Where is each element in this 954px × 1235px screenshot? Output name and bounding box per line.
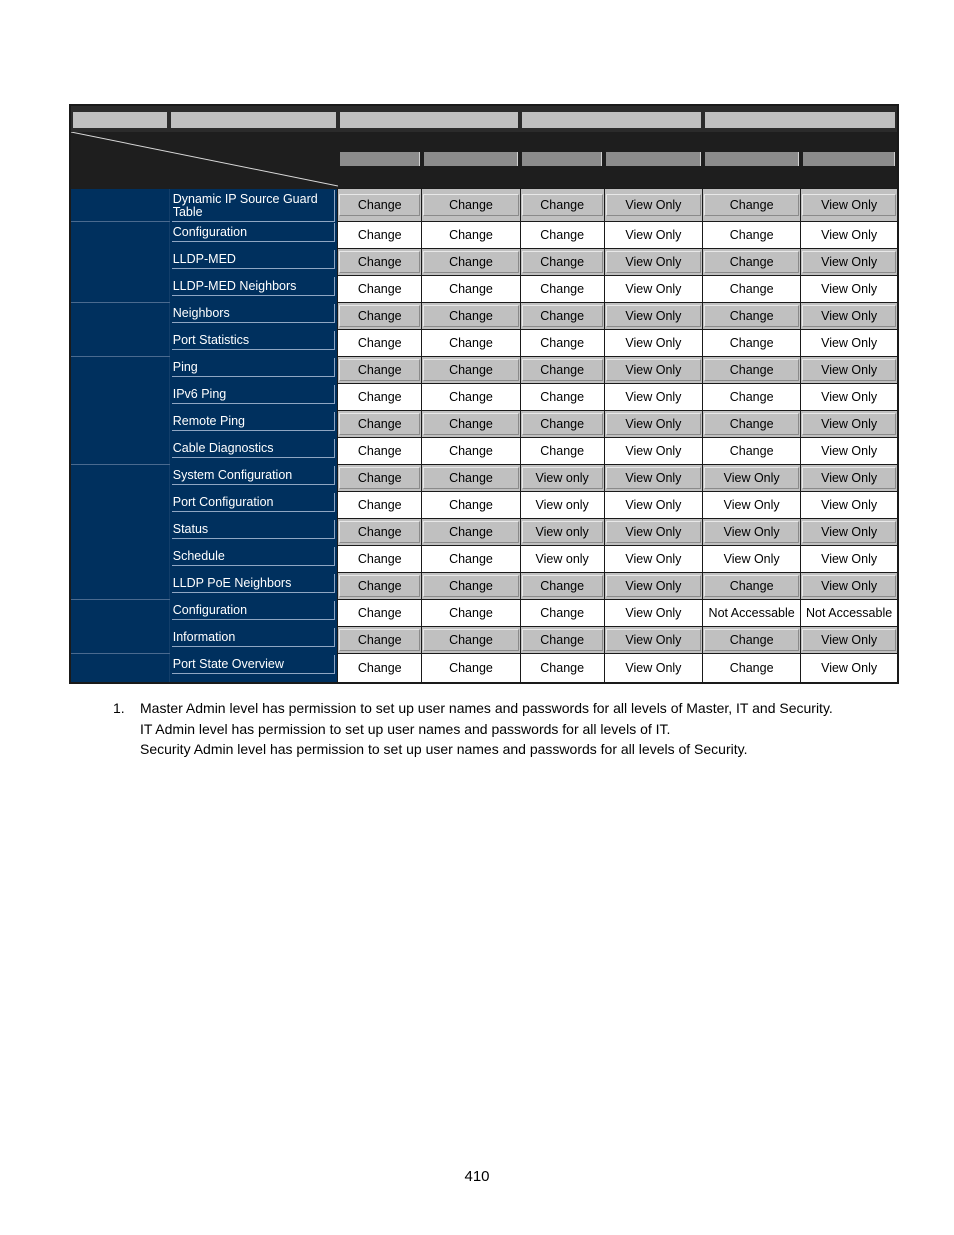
- permission-cell: [338, 276, 422, 303]
- permission-value: Change: [540, 660, 585, 675]
- feature-label: Port Statistics: [172, 331, 335, 350]
- permission-value: View Only: [704, 467, 799, 489]
- permission-cell: [338, 189, 422, 222]
- permission-cell: [703, 438, 801, 465]
- permission-value: Change: [704, 251, 799, 273]
- permission-cell: [422, 573, 520, 600]
- permission-cell: [604, 519, 702, 546]
- table-row: [70, 249, 898, 276]
- feature-label: Dynamic IP Source Guard Table: [172, 190, 335, 222]
- permission-value: Change: [729, 444, 774, 458]
- feature-cell: [169, 303, 337, 330]
- table-row: [70, 411, 898, 438]
- permission-cell: [604, 600, 702, 627]
- feature-cell: [169, 600, 337, 627]
- feature-label: Remote Ping: [172, 412, 335, 431]
- table-row: [70, 573, 898, 600]
- permission-cell: [520, 519, 604, 546]
- permission-cell: [604, 222, 702, 249]
- permission-cell: [703, 546, 801, 573]
- permission-cell: [520, 654, 604, 683]
- permission-cell: [604, 573, 702, 600]
- permission-value: Change: [357, 552, 402, 566]
- permission-value: View Only: [802, 521, 896, 543]
- permission-cell: [801, 519, 898, 546]
- permission-cell: [422, 303, 520, 330]
- permission-value: Change: [704, 194, 799, 216]
- permission-value: Change: [729, 660, 774, 675]
- permission-value: Change: [339, 629, 420, 651]
- permission-value: Change: [423, 629, 518, 651]
- permission-cell: [422, 627, 520, 654]
- permission-value: Change: [704, 575, 799, 597]
- permission-cell: [422, 189, 520, 222]
- permission-cell: [422, 411, 520, 438]
- table-row: [70, 222, 898, 249]
- permission-value: Change: [540, 336, 585, 350]
- permission-cell: [520, 384, 604, 411]
- permission-value: Change: [339, 251, 420, 273]
- permission-cell: [520, 330, 604, 357]
- permission-cell: [604, 303, 702, 330]
- permission-cell: [520, 546, 604, 573]
- permission-cell: [801, 627, 898, 654]
- permission-value: Change: [729, 228, 774, 242]
- permission-value: Change: [449, 552, 493, 566]
- feature-cell: [169, 384, 337, 411]
- permission-cell: [604, 384, 702, 411]
- footnote-line: Master Admin level has permission to set up user names and passwords for all levels of Master, IT and Security.: [140, 700, 833, 716]
- permission-cell: [703, 600, 801, 627]
- permission-cell: [338, 573, 422, 600]
- permission-value: Change: [339, 521, 420, 543]
- permission-cell: [520, 276, 604, 303]
- permission-cell: [338, 411, 422, 438]
- permission-value: Change: [423, 521, 518, 543]
- permission-value: Change: [357, 390, 402, 404]
- permission-value: Change: [704, 629, 799, 651]
- permission-value: Change: [522, 194, 603, 216]
- permission-value: View Only: [606, 194, 701, 216]
- permission-value: View Only: [802, 194, 896, 216]
- permission-cell: [422, 357, 520, 384]
- permission-cell: [338, 303, 422, 330]
- header-cell: [338, 132, 422, 189]
- permission-value: Change: [449, 444, 493, 458]
- permission-value: View Only: [802, 413, 896, 435]
- permission-cell: [801, 573, 898, 600]
- group-cell: [70, 222, 169, 303]
- permission-value: View Only: [821, 444, 878, 458]
- permission-cell: [801, 600, 898, 627]
- feature-cell: [169, 546, 337, 573]
- permission-value: Change: [449, 498, 493, 512]
- permission-cell: [338, 465, 422, 492]
- group-cell: [70, 303, 169, 357]
- permission-cell: [604, 438, 702, 465]
- permission-cell: [801, 411, 898, 438]
- table-row: [70, 438, 898, 465]
- permission-value: Change: [522, 575, 603, 597]
- permission-cell: [422, 546, 520, 573]
- feature-label: Neighbors: [172, 304, 335, 323]
- feature-cell: [169, 627, 337, 654]
- permission-value: View Only: [625, 606, 682, 620]
- permission-value: Change: [540, 606, 585, 620]
- permission-value: Change: [423, 251, 518, 273]
- permission-cell: [520, 411, 604, 438]
- group-cell: [70, 357, 169, 465]
- footnote-line: IT Admin level has permission to set up user names and passwords for all levels of IT.: [140, 720, 671, 737]
- table-row: [70, 600, 898, 627]
- permission-value: Not Accessable: [708, 606, 795, 620]
- permission-cell: [604, 492, 702, 519]
- permission-value: Change: [522, 629, 603, 651]
- header-cell: [703, 105, 898, 132]
- permission-cell: [604, 546, 702, 573]
- table-row: [70, 384, 898, 411]
- header-cell: [338, 105, 520, 132]
- permission-table: [69, 104, 899, 684]
- header-cell: [422, 132, 520, 189]
- feature-cell: [169, 438, 337, 465]
- table-row: [70, 303, 898, 330]
- permission-cell: [338, 249, 422, 276]
- table-row: [70, 519, 898, 546]
- permission-cell: [338, 357, 422, 384]
- feature-label: LLDP-MED: [172, 250, 335, 269]
- permission-cell: [801, 438, 898, 465]
- permission-value: Change: [357, 228, 402, 242]
- feature-cell: [169, 249, 337, 276]
- permission-value: Change: [423, 305, 518, 327]
- permission-value: Change: [449, 660, 493, 675]
- permission-cell: [338, 222, 422, 249]
- permission-cell: [422, 519, 520, 546]
- permission-value: View only: [535, 498, 589, 512]
- header-cell: [801, 132, 898, 189]
- permission-cell: [801, 303, 898, 330]
- permission-value: View Only: [821, 336, 878, 350]
- permission-value: Change: [540, 444, 585, 458]
- permission-cell: [338, 654, 422, 683]
- permission-cell: [703, 465, 801, 492]
- permission-cell: [703, 411, 801, 438]
- header-cell: [520, 105, 702, 132]
- permission-value: View Only: [606, 521, 701, 543]
- group-cell: [70, 600, 169, 654]
- permission-value: View Only: [606, 305, 701, 327]
- permission-value: View Only: [625, 498, 682, 512]
- permission-cell: [703, 627, 801, 654]
- permission-value: Change: [704, 305, 799, 327]
- permission-cell: [520, 465, 604, 492]
- permission-value: Change: [423, 467, 518, 489]
- permission-cell: [604, 189, 702, 222]
- permission-cell: [520, 222, 604, 249]
- diagonal-line: [71, 132, 338, 188]
- permission-cell: [801, 384, 898, 411]
- permission-value: View Only: [802, 359, 896, 381]
- permission-cell: [338, 627, 422, 654]
- header-cell: [520, 132, 604, 189]
- feature-cell: [169, 330, 337, 357]
- permission-value: Change: [449, 336, 493, 350]
- feature-label: Status: [172, 520, 335, 539]
- feature-label: Ping: [172, 358, 335, 377]
- permission-cell: [604, 465, 702, 492]
- permission-value: View Only: [606, 359, 701, 381]
- feature-cell: [169, 654, 337, 683]
- group-cell: [70, 654, 169, 683]
- permission-value: View Only: [821, 390, 878, 404]
- permission-cell: [604, 627, 702, 654]
- permission-cell: [801, 465, 898, 492]
- permission-value: View only: [522, 521, 603, 543]
- feature-label: LLDP PoE Neighbors: [172, 574, 335, 593]
- feature-cell: [169, 519, 337, 546]
- table-row: [70, 276, 898, 303]
- permission-cell: [703, 189, 801, 222]
- permission-cell: [422, 384, 520, 411]
- table-row: [70, 357, 898, 384]
- permission-cell: [520, 303, 604, 330]
- permission-value: Change: [729, 282, 774, 296]
- permission-cell: [422, 465, 520, 492]
- permission-cell: [703, 276, 801, 303]
- permission-cell: [520, 249, 604, 276]
- feature-label: LLDP-MED Neighbors: [172, 277, 335, 296]
- permission-value: View Only: [606, 251, 701, 273]
- permission-value: View Only: [802, 467, 896, 489]
- permission-cell: [801, 189, 898, 222]
- permission-value: Change: [522, 251, 603, 273]
- permission-cell: [422, 438, 520, 465]
- permission-value: View Only: [606, 467, 701, 489]
- table-row: [70, 627, 898, 654]
- permission-cell: [703, 357, 801, 384]
- page-number: 410: [464, 1168, 490, 1185]
- permission-value: View Only: [821, 498, 878, 512]
- permission-cell: [604, 330, 702, 357]
- permission-value: View Only: [625, 336, 682, 350]
- permission-cell: [801, 654, 898, 683]
- header-cell: [70, 105, 169, 132]
- permission-cell: [520, 357, 604, 384]
- permission-value: Change: [357, 282, 402, 296]
- permission-value: Change: [729, 390, 774, 404]
- permission-value: Change: [449, 606, 493, 620]
- table-row: [70, 465, 898, 492]
- permission-value: Change: [522, 305, 603, 327]
- permission-value: View Only: [625, 660, 682, 675]
- permission-cell: [422, 492, 520, 519]
- feature-cell: [169, 357, 337, 384]
- footnote-number: 1.: [113, 700, 125, 716]
- permission-value: Change: [423, 359, 518, 381]
- permission-value: Change: [540, 282, 585, 296]
- header-cell: [604, 132, 702, 189]
- permission-value: Change: [339, 305, 420, 327]
- permission-cell: [801, 276, 898, 303]
- permission-value: Change: [357, 444, 402, 458]
- permission-cell: [422, 249, 520, 276]
- permission-value: Change: [339, 575, 420, 597]
- permission-value: View Only: [625, 282, 682, 296]
- permission-value: View only: [535, 552, 589, 566]
- permission-value: View only: [522, 467, 603, 489]
- feature-label: IPv6 Ping: [172, 385, 335, 404]
- permission-value: View Only: [723, 498, 780, 512]
- header-row-top: [70, 105, 898, 132]
- header-row-sub: [70, 132, 898, 189]
- permission-value: View Only: [625, 228, 682, 242]
- permission-cell: [703, 492, 801, 519]
- permission-cell: [604, 357, 702, 384]
- feature-label: Port Configuration: [172, 493, 335, 512]
- feature-cell: [169, 492, 337, 519]
- permission-value: View Only: [802, 629, 896, 651]
- permission-cell: [703, 222, 801, 249]
- header-corner-cell: [70, 132, 338, 189]
- permission-value: Change: [540, 390, 585, 404]
- permission-cell: [520, 573, 604, 600]
- permission-cell: [703, 303, 801, 330]
- permission-cell: [520, 492, 604, 519]
- permission-cell: [338, 519, 422, 546]
- feature-label: Information: [172, 628, 335, 647]
- permission-cell: [422, 222, 520, 249]
- table-row: [70, 654, 898, 683]
- permission-cell: [801, 492, 898, 519]
- permission-cell: [703, 330, 801, 357]
- permission-value: Change: [339, 359, 420, 381]
- permission-value: Change: [704, 359, 799, 381]
- feature-label: Configuration: [172, 223, 335, 242]
- permission-cell: [422, 600, 520, 627]
- permission-cell: [604, 249, 702, 276]
- permission-cell: [604, 411, 702, 438]
- permission-value: Change: [357, 660, 402, 675]
- permission-cell: [703, 249, 801, 276]
- permission-value: Change: [357, 606, 402, 620]
- permission-cell: [520, 438, 604, 465]
- permission-cell: [703, 384, 801, 411]
- permission-cell: [338, 330, 422, 357]
- permission-value: View Only: [606, 575, 701, 597]
- feature-label: Schedule: [172, 547, 335, 566]
- permission-cell: [604, 276, 702, 303]
- permission-value: View Only: [625, 552, 682, 566]
- permission-value: Change: [423, 413, 518, 435]
- permission-cell: [801, 330, 898, 357]
- table-row: [70, 330, 898, 357]
- permission-value: Change: [449, 390, 493, 404]
- permission-value: View Only: [723, 552, 780, 566]
- permission-value: View Only: [625, 444, 682, 458]
- permission-value: Change: [357, 336, 402, 350]
- permission-value: View Only: [625, 390, 682, 404]
- permission-cell: [422, 654, 520, 683]
- permission-cell: [801, 546, 898, 573]
- permission-cell: [520, 627, 604, 654]
- permission-cell: [422, 276, 520, 303]
- permission-value: Change: [522, 413, 603, 435]
- feature-cell: [169, 411, 337, 438]
- permission-value: Change: [339, 413, 420, 435]
- permission-cell: [801, 222, 898, 249]
- feature-cell: [169, 189, 337, 222]
- permission-value: Change: [729, 336, 774, 350]
- feature-label: System Configuration: [172, 466, 335, 485]
- permission-value: View Only: [821, 282, 878, 296]
- feature-cell: [169, 573, 337, 600]
- permission-value: View Only: [821, 660, 878, 675]
- permission-value: View Only: [606, 629, 701, 651]
- permission-value: Change: [449, 228, 493, 242]
- permission-cell: [422, 330, 520, 357]
- feature-cell: [169, 276, 337, 303]
- permission-value: Change: [423, 194, 518, 216]
- permission-cell: [801, 249, 898, 276]
- feature-label: Cable Diagnostics: [172, 439, 335, 458]
- permission-value: View Only: [821, 552, 878, 566]
- permission-value: View Only: [802, 251, 896, 273]
- permission-value: Change: [339, 194, 420, 216]
- group-cell: [70, 189, 169, 222]
- permission-value: View Only: [606, 413, 701, 435]
- table-row: [70, 492, 898, 519]
- permission-value: Change: [704, 413, 799, 435]
- table-row: [70, 546, 898, 573]
- permission-cell: [338, 438, 422, 465]
- permission-value: Not Accessable: [806, 606, 893, 620]
- footnote: [113, 698, 873, 760]
- feature-label: Configuration: [172, 601, 335, 620]
- permission-cell: [338, 384, 422, 411]
- permission-cell: [703, 654, 801, 683]
- header-cell: [703, 132, 801, 189]
- feature-label: Port State Overview: [172, 655, 335, 674]
- table-row: [70, 189, 898, 222]
- permission-value: Change: [540, 228, 585, 242]
- permission-cell: [338, 546, 422, 573]
- footnote-line: Security Admin level has permission to set up user names and passwords for all levels of Security.: [140, 741, 748, 757]
- feature-cell: [169, 465, 337, 492]
- permission-value: View Only: [821, 228, 878, 242]
- permission-value: Change: [522, 359, 603, 381]
- permission-cell: [338, 600, 422, 627]
- permission-value: View Only: [802, 305, 896, 327]
- permission-cell: [520, 600, 604, 627]
- group-cell: [70, 465, 169, 600]
- permission-value: View Only: [802, 575, 896, 597]
- feature-cell: [169, 222, 337, 249]
- permission-value: Change: [449, 282, 493, 296]
- permission-cell: [604, 654, 702, 683]
- permission-value: Change: [357, 498, 402, 512]
- permission-cell: [801, 357, 898, 384]
- header-cell: [169, 105, 337, 132]
- permission-value: Change: [423, 575, 518, 597]
- permission-cell: [703, 573, 801, 600]
- permission-cell: [338, 492, 422, 519]
- permission-cell: [520, 189, 604, 222]
- permission-value: View Only: [704, 521, 799, 543]
- permission-cell: [703, 519, 801, 546]
- permission-value: Change: [339, 467, 420, 489]
